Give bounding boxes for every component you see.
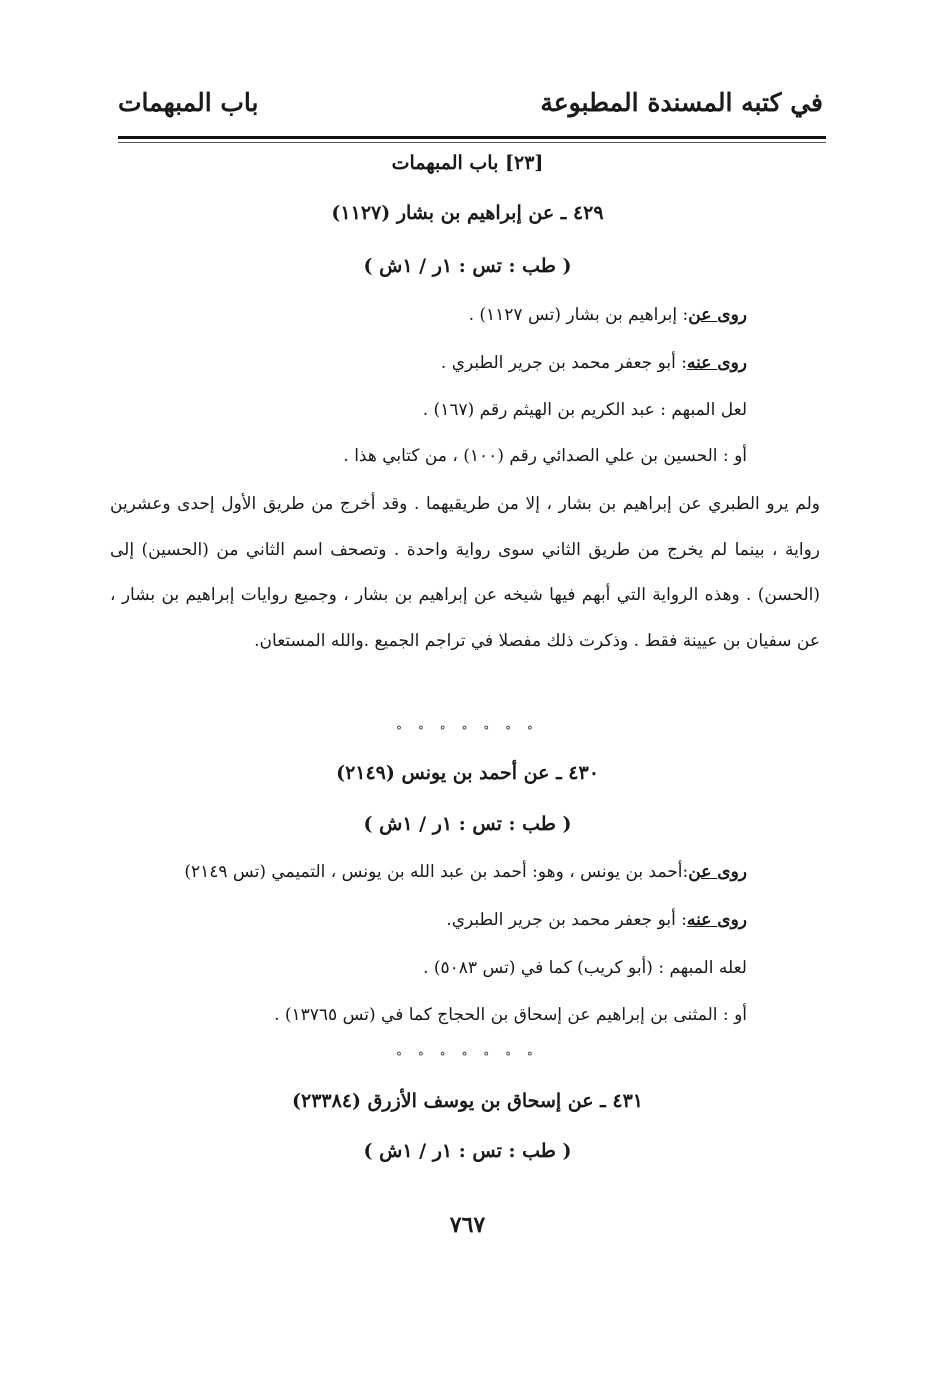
running-header xyxy=(118,88,823,138)
entry-431-code: ( طب : تس : ١ر / ١ش ) xyxy=(363,1140,572,1162)
entry-429-alt: أو : الحسين بن علي الصدائي رقم (١٠٠) ، من كتابي هذا . xyxy=(343,446,747,466)
entry-429-paragraph: ولم يرو الطبري عن إبراهيم بن بشار ، إلا من طريقيهما . وقد أخرج من طريق الأول إحدى وعشرين رواية ، بينما لم يخرج من طريق الثاني سوى رواية واحدة . وتصحف اسم الثاني من (الحسين) إلى (الحسن) . وهذه الرواية التي أبهم فيها شيخه عن إبراهيم بن بشار ، وجميع روايات إبراهيم بن بشار ، عن سفيان بن عيينة فقط . وذكرت ذلك مفصلا في تراجم الجميع .والله المستعان. xyxy=(110,494,820,651)
header-chapter-name: باب المبهمات xyxy=(118,88,259,117)
entry-430-rawa-an xyxy=(42,862,747,882)
entry-430-rawa-anhu xyxy=(107,910,747,930)
section-separator: ° ° ° ° ° ° ° xyxy=(396,724,539,738)
page-number: ٧٦٧ xyxy=(449,1212,486,1238)
rawa-anhu-text: : أبو جعفر محمد بن جرير الطبري. xyxy=(446,910,687,930)
section-separator: ° ° ° ° ° ° ° xyxy=(396,1050,539,1064)
entry-429-code: ( طب : تس : ١ر / ١ش ) xyxy=(363,255,572,277)
rawa-anhu-label: روى عنه xyxy=(686,910,747,930)
header-rule-thin xyxy=(118,142,826,143)
chapter-title: [٢٣] باب المبهمات xyxy=(391,152,544,174)
entry-429-rawa-anhu xyxy=(107,353,747,373)
rawa-an-label: روى عن xyxy=(688,305,747,325)
rawa-an-text: : إبراهيم بن بشار (تس ١١٢٧) . xyxy=(468,305,689,325)
entry-429-title: ٤٢٩ ـ عن إبراهيم بن بشار (١١٢٧) xyxy=(331,202,604,224)
rawa-an-text: :أحمد بن يونس ، وهو: أحمد بن عبد الله بن يونس ، التميمي (تس ٢١٤٩) xyxy=(184,862,689,882)
entry-430-title: ٤٣٠ ـ عن أحمد بن يونس (٢١٤٩) xyxy=(336,762,599,784)
rawa-anhu-text: : أبو جعفر محمد بن جرير الطبري . xyxy=(440,353,687,373)
entry-431-title: ٤٣١ ـ عن إسحاق بن يوسف الأزرق (٢٣٣٨٤) xyxy=(292,1090,643,1112)
header-rule xyxy=(118,136,826,139)
entry-430-alt: أو : المثنى بن إبراهيم عن إسحاق بن الحجاج كما في (تس ١٣٧٦٥) . xyxy=(274,1005,747,1025)
entry-430-mubham: لعله المبهم : (أبو كريب) كما في (تس ٥٠٨٣) . xyxy=(423,958,747,978)
entry-429-mubham: لعل المبهم : عبد الكريم بن الهيثم رقم (١٦٧) . xyxy=(422,400,747,420)
rawa-anhu-label: روى عنه xyxy=(686,353,747,373)
entry-429-rawa-an xyxy=(107,305,747,325)
entry-430-code: ( طب : تس : ١ر / ١ش ) xyxy=(363,813,572,835)
rawa-an-label: روى عن xyxy=(688,862,747,882)
header-book-title: في كتبه المسندة المطبوعة xyxy=(540,88,823,117)
